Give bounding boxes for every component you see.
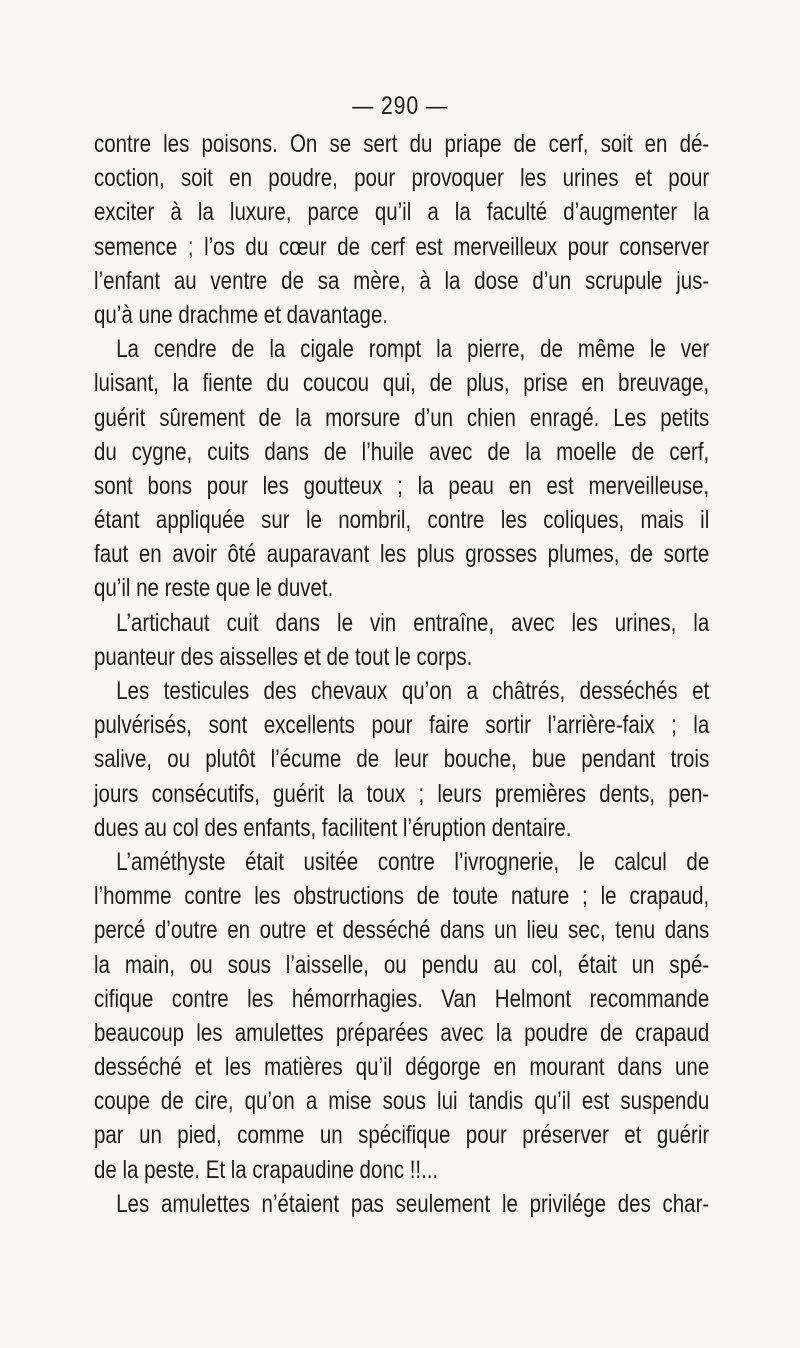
text-line: exciter à la luxure, parce qu’il a la faculté d’augmenter la <box>94 198 710 227</box>
text-line: Les testicules des chevaux qu’on a châtrés, desséchés et <box>116 677 710 705</box>
text-line: la main, ou sous l’aisselle, ou pendu au col, était un spé- <box>94 950 710 979</box>
text-line: guérit sûrement de la morsure d’un chien enragé. Les petits <box>94 403 710 432</box>
text-line: contre les poisons. On se sert du priape de cerf, soit en dé- <box>94 130 710 158</box>
text-line: sont bons pour les goutteux ; la peau en est merveilleuse, <box>94 471 710 500</box>
text-line: par un pied, comme un spécifique pour préserver et guérir <box>94 1121 710 1150</box>
text-line: L’améthyste était usitée contre l’ivrognerie, le calcul de <box>116 847 710 876</box>
page-number: — 290 — <box>352 92 448 120</box>
text-line: coupe de cire, qu’on a mise sous lui tandis qu’il est suspendu <box>94 1087 710 1116</box>
body-text <box>94 127 709 1221</box>
text-line: jours consécutifs, guérit la toux ; leurs premières dents, pen- <box>94 779 710 808</box>
text-line: desséché et les matières qu’il dégorge en mourant dans une <box>94 1053 710 1082</box>
text-line: faut en avoir ôté auparavant les plus grosses plumes, de sorte <box>94 540 710 569</box>
text-line: pulvérisés, sont excellents pour faire sortir l’arrière-faix ; la <box>94 711 710 740</box>
text-line: qu’il ne reste que le duvet. <box>94 574 334 603</box>
text-line: luisant, la fiente du coucou qui, de plus, prise en breuvage, <box>94 369 710 398</box>
text-line: La cendre de la cigale rompt la pierre, de même le ver <box>116 335 710 364</box>
text-line: beaucoup les amulettes préparées avec la poudre de crapaud <box>94 1018 710 1047</box>
text-line: étant appliquée sur le nombril, contre les coliques, mais il <box>94 506 710 535</box>
text-line: L’artichaut cuit dans le vin entraîne, avec les urines, la <box>116 608 710 637</box>
text-line: dues au col des enfants, facilitent l’éruption dentaire. <box>94 813 572 842</box>
text-line: puanteur des aisselles et de tout le corps. <box>94 642 473 671</box>
text-line: qu’à une drachme et davantage. <box>94 300 389 329</box>
text-line: l’enfant au ventre de sa mère, à la dose d’un scrupule jus- <box>94 266 710 295</box>
text-line: Les amulettes n’étaient pas seulement le privilége des char- <box>116 1189 710 1218</box>
text-line: semence ; l’os du cœur de cerf est merveilleux pour conserver <box>94 232 710 261</box>
text-line: salive, ou plutôt l’écume de leur bouche, bue pendant trois <box>94 745 710 774</box>
text-line: coction, soit en poudre, pour provoquer les urines et pour <box>94 164 710 193</box>
text-line: l’homme contre les obstructions de toute nature ; le crapaud, <box>94 882 710 911</box>
text-line: du cygne, cuits dans de l’huile avec de la moelle de cerf, <box>94 437 710 466</box>
text-line: de la peste. Et la crapaudine donc !!... <box>94 1155 439 1184</box>
text-line: cifique contre les hémorrhagies. Van Helmont recommande <box>94 984 710 1013</box>
text-line: percé d’outre en outre et desséché dans un lieu sec, tenu dans <box>94 916 710 945</box>
